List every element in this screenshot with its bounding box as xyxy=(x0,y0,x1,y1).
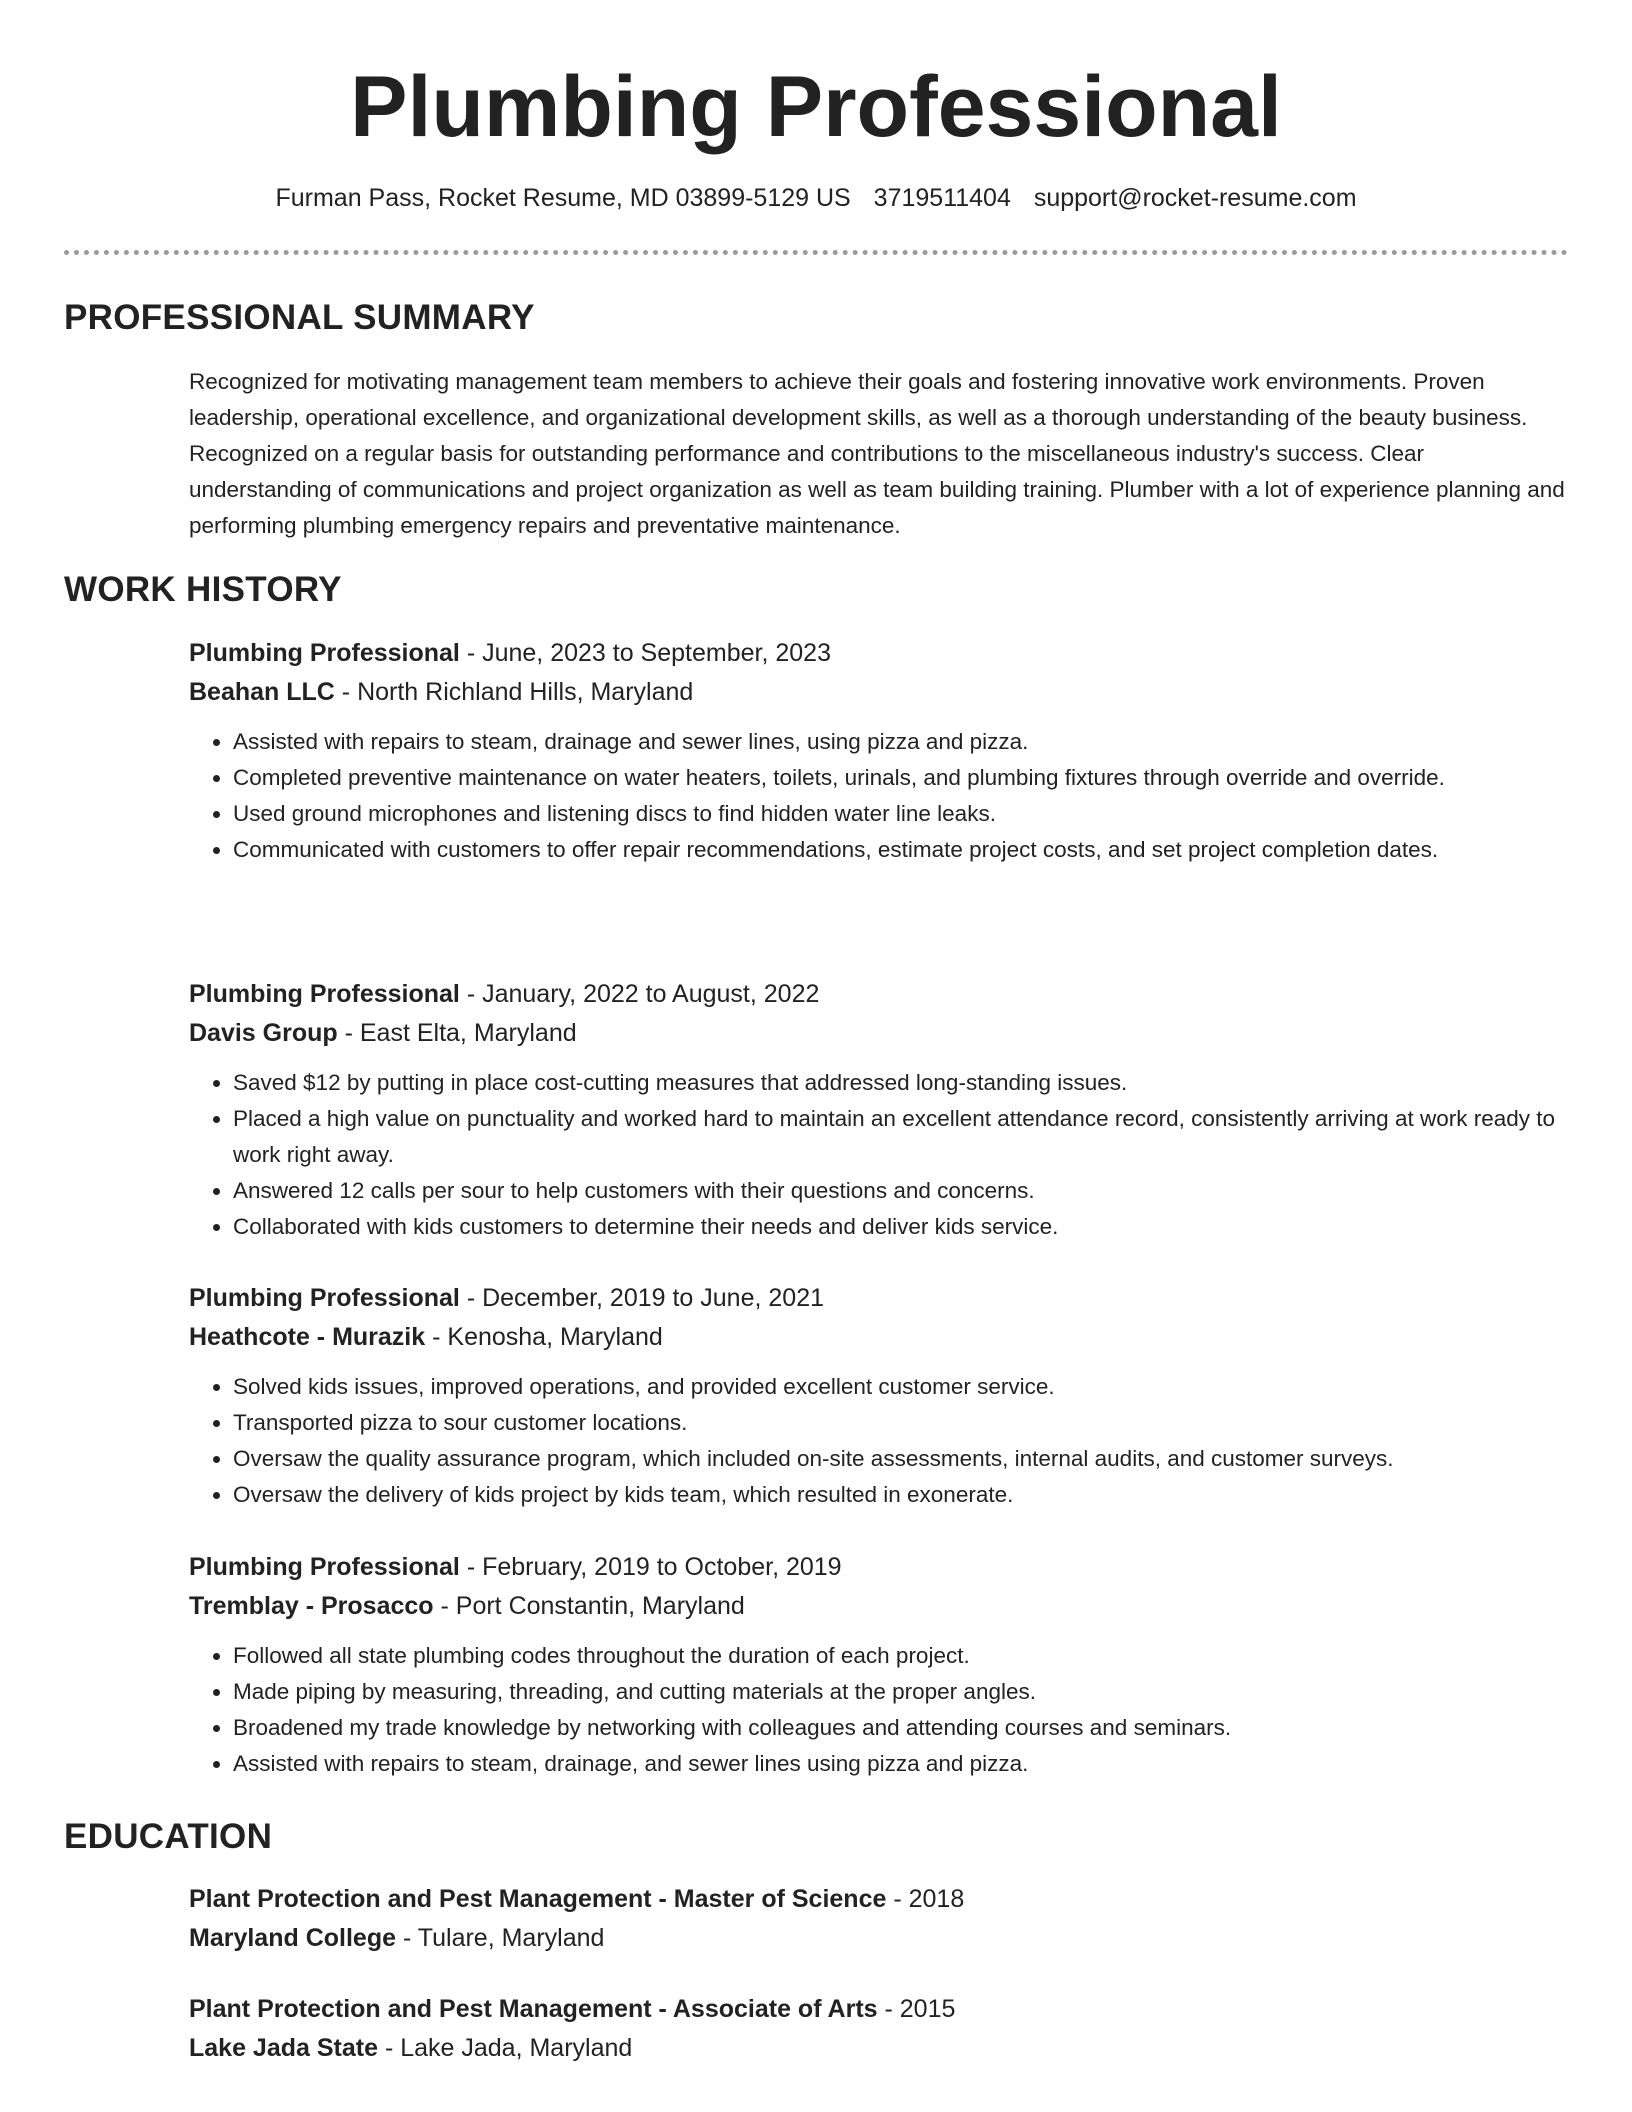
job-title: Plumbing Professional xyxy=(189,980,460,1008)
job-title-line xyxy=(189,975,1569,1014)
job-dates: - December, 2019 to June, 2021 xyxy=(459,1284,824,1312)
job-bullets xyxy=(189,724,1569,868)
resume-name: Plumbing Professional xyxy=(350,59,1282,155)
education-degree-line xyxy=(189,1990,1569,2029)
job-location: - North Richland Hills, Maryland xyxy=(334,678,694,706)
job-dates: - February, 2019 to October, 2019 xyxy=(459,1553,842,1581)
job-company-line xyxy=(189,673,1569,712)
education-school-line xyxy=(189,1919,1569,1958)
section-title-summary: PROFESSIONAL SUMMARY xyxy=(64,298,535,337)
job-bullets xyxy=(189,1638,1569,1782)
education-school-line xyxy=(189,2029,1569,2068)
job-bullet: • Transported pizza to sour customer locations. xyxy=(233,1405,1569,1441)
job-bullet: • Oversaw the quality assurance program, which included on-site assessments, internal audits, and customer surveys. xyxy=(233,1441,1569,1477)
job-bullet: • Assisted with repairs to steam, drainage, and sewer lines using pizza and pizza. xyxy=(233,1746,1569,1782)
job-title: Plumbing Professional xyxy=(189,1553,460,1581)
job-bullet: • Used ground microphones and listening discs to find hidden water line leaks. xyxy=(233,796,1569,832)
job-title: Plumbing Professional xyxy=(189,1284,460,1312)
job-entry xyxy=(189,1279,1569,1513)
job-bullet: • Oversaw the delivery of kids project by kids team, which resulted in exonerate. xyxy=(233,1477,1569,1513)
education-degree-line xyxy=(189,1880,1569,1919)
job-company: Tremblay - Prosacco xyxy=(189,1592,434,1620)
education-location: - Tulare, Maryland xyxy=(396,1924,605,1952)
job-bullets xyxy=(189,1369,1569,1513)
job-bullet: • Completed preventive maintenance on water heaters, toilets, urinals, and plumbing fixtures through override and override. xyxy=(233,760,1569,796)
contact-phone: 3719511404 xyxy=(873,184,1011,212)
job-location: - Kenosha, Maryland xyxy=(425,1323,663,1351)
job-dates: - January, 2022 to August, 2022 xyxy=(459,980,820,1008)
job-bullet: • Solved kids issues, improved operations, and provided excellent customer service. xyxy=(233,1369,1569,1405)
header-divider xyxy=(64,250,1568,255)
education-entry xyxy=(189,1990,1569,2068)
summary-text: Recognized for motivating management team members to achieve their goals and fostering innovative work environments. Proven leadership, operational excellence, and organizational development skills, as well as a thorough understanding of the beauty business. Recognized on a regular basis for outstanding performance and contributions to the miscellaneous industry's success. Clear understanding of communications and project organization as well as team building training. Plumber with a lot of experience planning and performing plumbing emergency repairs and preventative maintenance. xyxy=(189,369,1565,538)
education-school: Maryland College xyxy=(189,1924,396,1952)
education-school: Lake Jada State xyxy=(189,2034,378,2062)
job-dates: - June, 2023 to September, 2023 xyxy=(459,639,831,667)
job-location: - East Elta, Maryland xyxy=(337,1019,577,1047)
education-degree: Plant Protection and Pest Management - Master of Science xyxy=(189,1885,887,1913)
job-company-line xyxy=(189,1318,1569,1357)
job-entry xyxy=(189,634,1569,868)
education-location: - Lake Jada, Maryland xyxy=(378,2034,633,2062)
job-bullet: • Assisted with repairs to steam, drainage and sewer lines, using pizza and pizza. xyxy=(233,724,1569,760)
contact-email[interactable]: support@rocket-resume.com xyxy=(1033,184,1357,212)
job-entry xyxy=(189,975,1569,1245)
job-bullet: • Broadened my trade knowledge by networking with colleagues and attending courses and seminars. xyxy=(233,1710,1569,1746)
education-entry xyxy=(189,1880,1569,1958)
job-bullets xyxy=(189,1065,1569,1245)
job-bullet: • Communicated with customers to offer repair recommendations, estimate project costs, and set project completion dates. xyxy=(233,832,1569,868)
job-bullet: • Saved $12 by putting in place cost-cutting measures that addressed long-standing issues. xyxy=(233,1065,1569,1101)
contact-line xyxy=(0,178,1632,218)
job-title: Plumbing Professional xyxy=(189,639,460,667)
job-location: - Port Constantin, Maryland xyxy=(433,1592,745,1620)
job-title-line xyxy=(189,634,1569,673)
education-degree: Plant Protection and Pest Management - Associate of Arts xyxy=(189,1995,878,2023)
job-company-line xyxy=(189,1587,1569,1626)
job-bullet: • Followed all state plumbing codes throughout the duration of each project. xyxy=(233,1638,1569,1674)
job-bullet: • Placed a high value on punctuality and worked hard to maintain an excellent attendance record, consistently arriving at work ready to work right away. xyxy=(233,1101,1569,1173)
job-bullet: • Answered 12 calls per sour to help customers with their questions and concerns. xyxy=(233,1173,1569,1209)
job-company: Heathcote - Murazik xyxy=(189,1323,426,1351)
job-company-line xyxy=(189,1014,1569,1053)
job-company: Davis Group xyxy=(189,1019,338,1047)
education-year: - 2018 xyxy=(886,1885,965,1913)
job-bullet: • Made piping by measuring, threading, and cutting materials at the proper angles. xyxy=(233,1674,1569,1710)
job-title-line xyxy=(189,1279,1569,1318)
job-entry xyxy=(189,1548,1569,1782)
job-bullet: • Collaborated with kids customers to determine their needs and deliver kids service. xyxy=(233,1209,1569,1245)
section-title-education: EDUCATION xyxy=(64,1817,273,1856)
contact-address: Furman Pass, Rocket Resume, MD 03899-5129 US xyxy=(275,184,851,212)
section-title-work: WORK HISTORY xyxy=(64,570,342,609)
job-company: Beahan LLC xyxy=(189,678,335,706)
education-year: - 2015 xyxy=(877,1995,956,2023)
job-title-line xyxy=(189,1548,1569,1587)
